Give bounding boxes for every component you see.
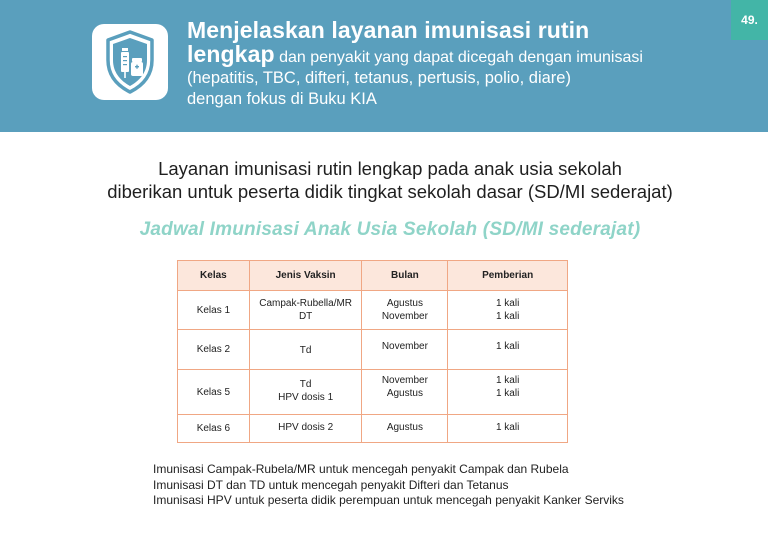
- immunization-schedule-table: [177, 260, 568, 443]
- cell-line: Campak-Rubella/MR: [259, 298, 353, 309]
- cell-line: November: [381, 375, 428, 386]
- table-row: [178, 291, 568, 330]
- schedule-title: Jadwal Imunisasi Anak Usia Sekolah (SD/MI sederajat): [139, 219, 641, 240]
- note-item: Imunisasi Campak-Rubela/MR untuk mencegah penyakit Campak dan Rubela: [153, 462, 569, 476]
- logo-box: [92, 24, 168, 100]
- cell-kelas: Kelas 5: [178, 370, 250, 415]
- intro-line-2: diberikan untuk peserta didik tingkat sekolah dasar (SD/MI sederajat): [107, 181, 673, 202]
- cell-vaksin: [249, 330, 362, 370]
- cell-line: HPV dosis 2: [278, 422, 334, 433]
- shield-vaccine-icon: [92, 24, 168, 100]
- header-bulan: Bulan: [362, 261, 448, 291]
- cell-line: 1 kali: [495, 341, 520, 352]
- title-rest: dan penyakit yang dapat dicegah dengan imunisasi: [279, 49, 643, 66]
- cell-vaksin: [249, 415, 362, 443]
- cell-line: Td: [299, 345, 312, 356]
- cell-pemberian: [448, 291, 568, 330]
- header-pemberian: Pemberian: [448, 261, 568, 291]
- cell-pemberian: [448, 330, 568, 370]
- cell-bulan: [362, 330, 448, 370]
- note-item: Imunisasi HPV untuk peserta didik perempuan untuk mencegah penyakit Kanker Serviks: [153, 493, 624, 507]
- table-header-row: [178, 261, 568, 291]
- cell-line: Agustus: [386, 388, 423, 399]
- cell-line: November: [381, 311, 428, 322]
- title-line-3: (hepatitis, TBC, difteri, tetanus, pertusis, polio, diare): [187, 69, 571, 87]
- cell-pemberian: [448, 415, 568, 443]
- cell-line: November: [381, 341, 428, 352]
- cell-bulan: [362, 370, 448, 415]
- intro-text: [40, 157, 740, 203]
- page-number-badge: 49.: [731, 0, 768, 40]
- header-kelas: Kelas: [178, 261, 250, 291]
- title-line-4: dengan fokus di Buku KIA: [187, 90, 377, 108]
- cell-vaksin: [249, 370, 362, 415]
- table-row: [178, 370, 568, 415]
- title-bold-2: lengkap: [187, 41, 275, 67]
- cell-bulan: [362, 415, 448, 443]
- cell-vaksin: [249, 291, 362, 330]
- title-line-1: Menjelaskan layanan imunisasi rutin: [187, 17, 590, 43]
- cell-bulan: [362, 291, 448, 330]
- cell-kelas: Kelas 1: [178, 291, 250, 330]
- cell-line: 1 kali: [495, 422, 520, 433]
- header-title: [187, 16, 727, 110]
- cell-line: 1 kali: [495, 311, 520, 322]
- cell-pemberian: [448, 370, 568, 415]
- cell-line: HPV dosis 1: [278, 392, 334, 403]
- cell-line: Td: [299, 379, 312, 390]
- cell-kelas: Kelas 2: [178, 330, 250, 370]
- header-jenis-vaksin: Jenis Vaksin: [249, 261, 362, 291]
- cell-line: 1 kali: [495, 388, 520, 399]
- header-banner: [0, 0, 768, 132]
- title-line-2: [187, 41, 727, 68]
- cell-line: Agustus: [386, 298, 423, 309]
- note-item: Imunisasi DT dan TD untuk mencegah penyakit Difteri dan Tetanus: [153, 477, 509, 492]
- cell-line: 1 kali: [495, 375, 520, 386]
- cell-kelas: Kelas 6: [178, 415, 250, 443]
- cell-line: 1 kali: [495, 298, 520, 309]
- cell-line: DT: [298, 311, 313, 322]
- intro-line-1: Layanan imunisasi rutin lengkap pada anak usia sekolah: [158, 158, 622, 179]
- notes-list: [153, 462, 713, 509]
- table-row: [178, 415, 568, 443]
- table-row: [178, 330, 568, 370]
- cell-line: Agustus: [386, 422, 423, 433]
